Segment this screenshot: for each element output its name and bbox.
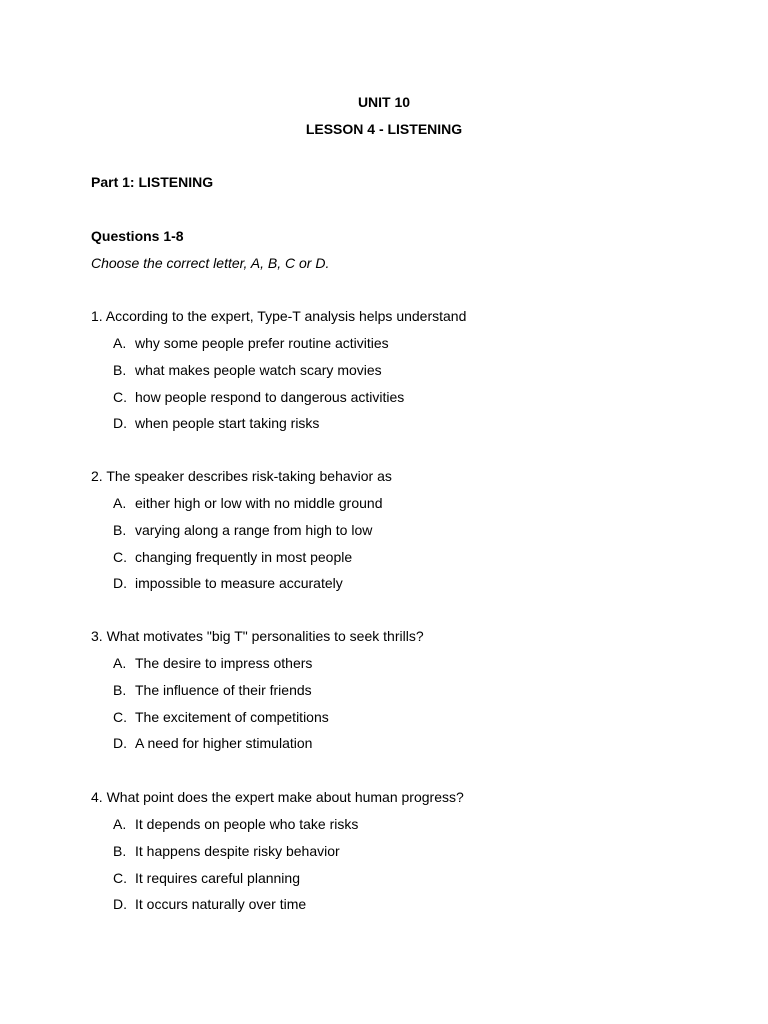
questions-heading: Questions 1-8 [91,228,184,244]
option-text: It requires careful planning [135,869,300,886]
option-letter: B. [113,521,127,538]
option-text: when people start taking risks [135,415,320,432]
unit-title: UNIT 10 [357,94,411,110]
question-1 [91,307,731,441]
option-letter: D. [113,415,127,432]
option-d [91,734,731,761]
option-a [91,334,731,361]
option-letter: A. [113,335,127,351]
option-b [91,361,731,388]
option-letter: D. [113,575,127,592]
part-heading: Part 1: LISTENING [91,174,214,190]
option-text: varying along a range from high to low [135,521,373,538]
option-c [91,388,731,415]
option-letter: B. [113,842,127,859]
option-text: The desire to impress others [135,655,313,671]
option-text: It happens despite risky behavior [135,842,340,859]
option-c [91,869,731,896]
option-text: why some people prefer routine activities [135,335,389,351]
option-letter: A. [113,655,127,671]
question-3 [91,627,731,761]
option-c [91,548,731,575]
option-c [91,708,731,735]
option-letter: B. [113,681,127,698]
question-stem: 4. What point does the expert make about human progress? [91,789,464,805]
option-text: either high or low with no middle ground [135,495,383,511]
question-stem: 1. According to the expert, Type-T analysis helps understand [91,308,467,324]
option-text: It depends on people who take risks [135,816,359,832]
option-d [91,414,731,441]
option-text: A need for higher stimulation [135,735,313,752]
option-d [91,895,731,922]
lesson-title: LESSON 4 - LISTENING [305,121,463,137]
option-letter: C. [113,869,127,886]
option-letter: B. [113,361,127,378]
option-d [91,574,731,601]
option-b [91,681,731,708]
option-a [91,654,731,681]
option-b [91,842,731,869]
option-letter: A. [113,495,127,511]
option-text: how people respond to dangerous activities [135,388,405,405]
instruction-text: Choose the correct letter, A, B, C or D. [91,255,330,271]
option-text: The influence of their friends [135,681,312,698]
option-letter: D. [113,896,127,913]
option-text: what makes people watch scary movies [135,361,382,378]
option-b [91,521,731,548]
question-stem: 2. The speaker describes risk-taking behavior as [91,468,392,484]
question-2 [91,467,731,601]
option-text: The excitement of competitions [135,708,329,725]
option-letter: D. [113,735,127,752]
option-letter: A. [113,816,127,832]
question-stem: 3. What motivates "big T" personalities to seek thrills? [91,628,424,644]
option-text: impossible to measure accurately [135,575,343,592]
option-letter: C. [113,388,127,405]
option-text: changing frequently in most people [135,548,353,565]
option-a [91,815,731,842]
question-4 [91,788,731,922]
option-text: It occurs naturally over time [135,896,307,913]
option-letter: C. [113,708,127,725]
option-letter: C. [113,548,127,565]
option-a [91,494,731,521]
